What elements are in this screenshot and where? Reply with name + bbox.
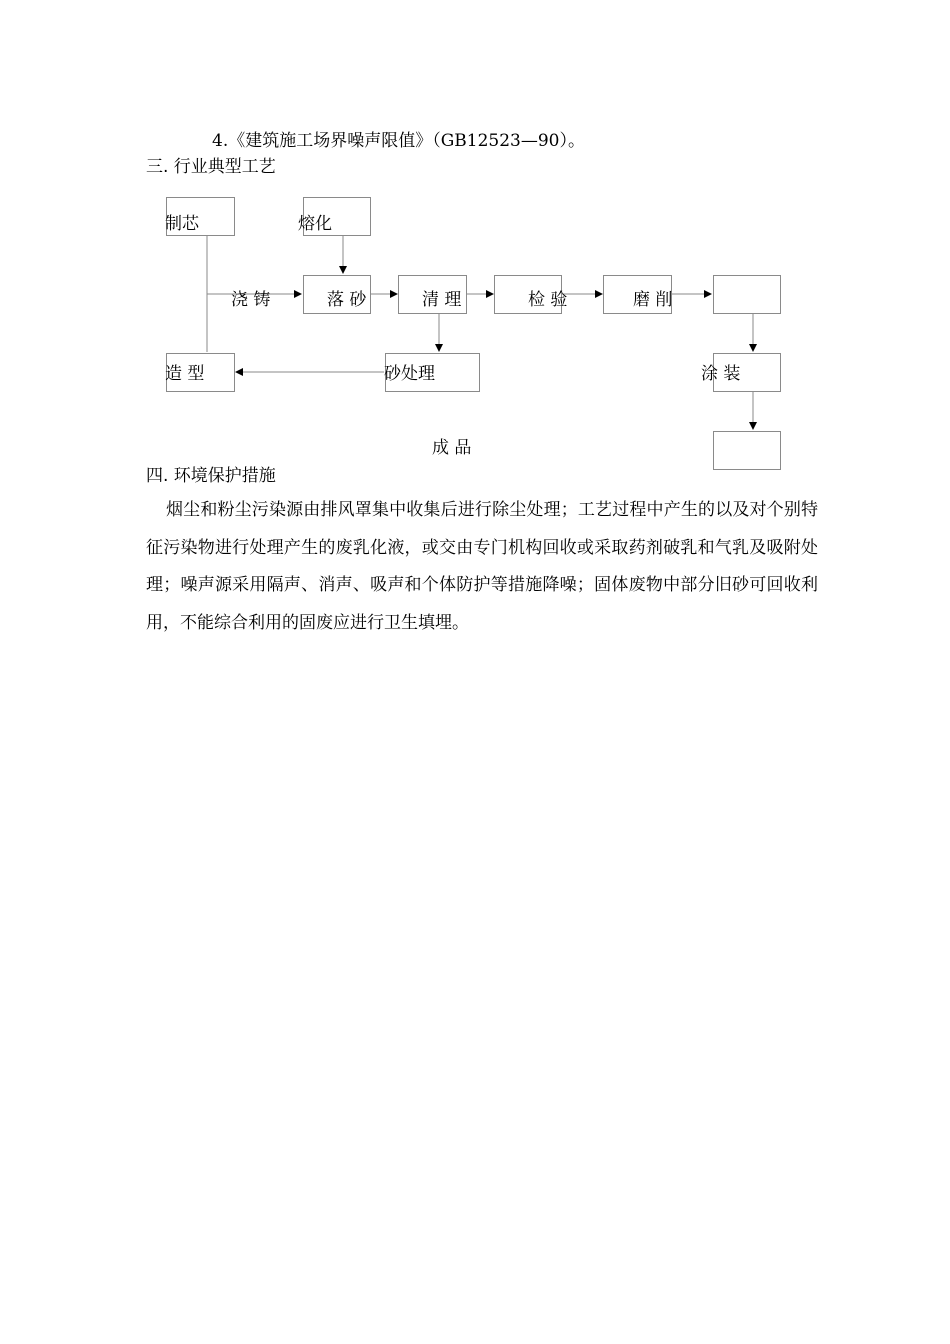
environment-paragraph: 烟尘和粉尘污染源由排风罩集中收集后进行除尘处理；工艺过程中产生的以及对个别特征污染物进行处理产生的废乳化液，或交由专门机构回收或采取药剂破乳和气乳及吸附处理；噪声源采用隔声、消声、吸声和个体防护等措施降噪；固体废物中部分旧砂可回收利用，不能综合利用的固废应进行卫生填埋。: [146, 500, 818, 633]
section-heading-process: 三. 行业典型工艺: [146, 157, 276, 177]
label-tuzhuang: 涂 装: [701, 364, 741, 384]
reference-line: 4.《建筑施工场界噪声限值》（GB12523—90）。: [212, 131, 586, 151]
label-ronghua: 熔化: [298, 214, 332, 234]
label-jiaozhu: 浇 铸: [231, 290, 271, 310]
label-moxiao: 磨 削: [633, 290, 673, 310]
box-final: [713, 431, 781, 470]
label-chengpin: 成 品: [432, 438, 472, 458]
label-shachuli: 砂处理: [384, 364, 435, 384]
section-heading-environment: 四. 环境保护措施: [146, 466, 276, 486]
flow-diagram-connectors: [0, 0, 950, 500]
label-zhixin: 制芯: [165, 214, 199, 234]
label-jianyan: 检 验: [528, 290, 568, 310]
label-qingli: 清 理: [422, 290, 462, 310]
label-luosha: 落 砂: [327, 290, 367, 310]
label-zaoxing: 造 型: [165, 364, 205, 384]
box-after-moxiao: [713, 275, 781, 314]
